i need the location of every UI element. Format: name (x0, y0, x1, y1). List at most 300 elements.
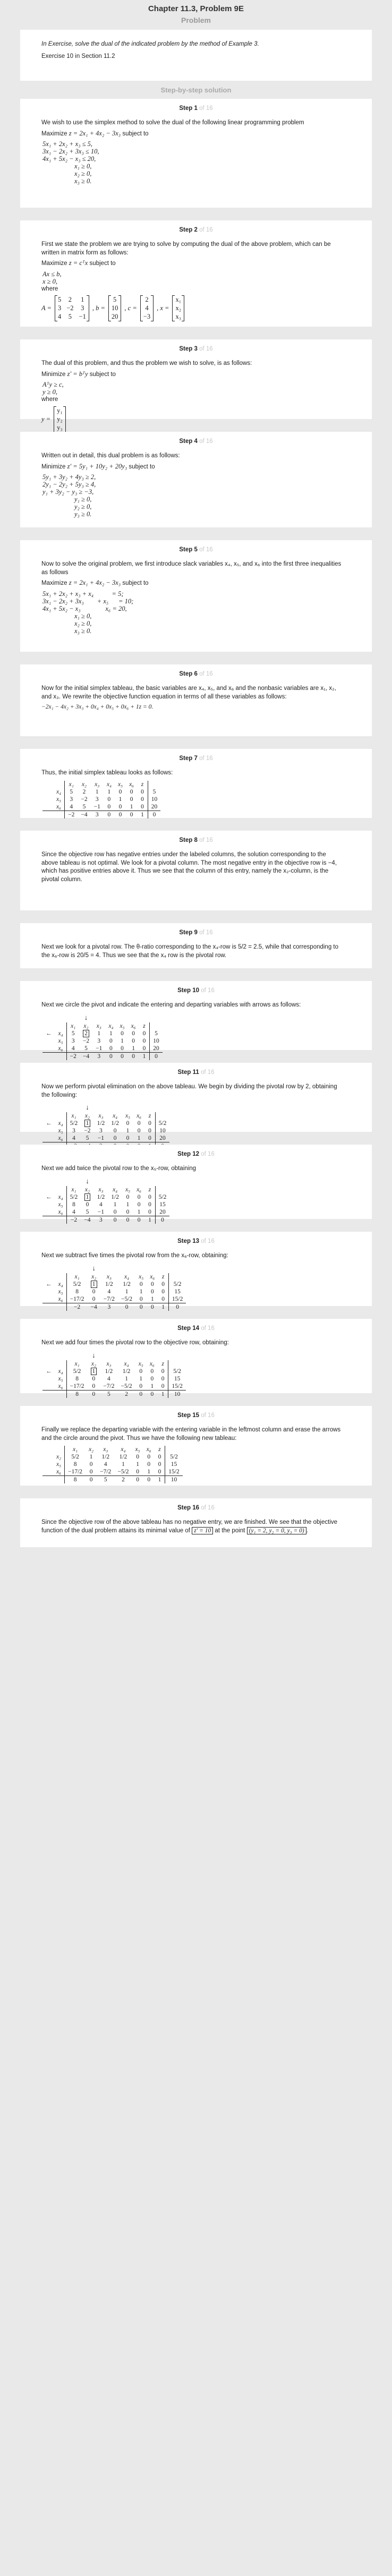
tableau-cell: −4 (78, 811, 90, 818)
step-label: Step 5 (179, 547, 198, 553)
tableau-col-header (155, 1186, 169, 1193)
objective-line (41, 463, 344, 472)
minimal-value: z′ = 10 (192, 1527, 213, 1534)
tableau-cell: 15 (168, 1375, 186, 1383)
tableau-cell: 1 (150, 1295, 154, 1302)
tableau-cell: 1 (158, 1303, 168, 1311)
tableau-cell: 1 (144, 1216, 155, 1224)
step-count: of 16 (201, 1238, 215, 1244)
tableau-col-header (168, 1360, 186, 1368)
tableau-row (42, 1208, 169, 1216)
tableau-col-header: x₅ (135, 1446, 140, 1453)
matrix-entry: 4 (57, 313, 62, 320)
objective-line (41, 130, 344, 139)
tableau-cell (80, 1030, 92, 1037)
tableau-cell: 0 (161, 1288, 165, 1295)
row-label (53, 1476, 65, 1484)
arrow-spacer (42, 1103, 55, 1112)
tableau-cell: 1/2 (97, 1120, 105, 1127)
arrow-spacer (42, 1052, 55, 1060)
row-label: x₆ (56, 1469, 62, 1475)
matrix-A (55, 295, 89, 321)
objective-row (42, 1390, 186, 1398)
tableau-cell: 5/2 (155, 1193, 169, 1201)
tableau-cell: 1 (89, 1454, 93, 1460)
where-label: where (41, 285, 58, 292)
step-label: Step 11 (177, 1069, 199, 1076)
step-text (41, 1519, 344, 1535)
tableau-col-header: x₁ (66, 1022, 80, 1030)
arrow-spacer (66, 1264, 87, 1273)
arrow-spacer (42, 1037, 55, 1045)
step-count: of 16 (201, 987, 215, 994)
tableau-cell: 5 (148, 788, 160, 796)
simplex-tableau (42, 1103, 169, 1150)
step-label: Step 14 (177, 1325, 200, 1332)
constraint: y ≥ 0, (42, 388, 58, 396)
tableau-cell: 1/2 (101, 1454, 110, 1460)
arrow-spacer (135, 1264, 147, 1273)
tableau-cell: 15 (168, 1288, 186, 1295)
matrix-entry: 5 (57, 296, 62, 303)
tableau-cell: −7/2 (103, 1383, 115, 1389)
tableau-cell: 1 (139, 1375, 143, 1382)
tableau-cell: 1 (132, 1045, 135, 1052)
step-heading (25, 671, 367, 677)
tableau-cell (81, 1193, 93, 1201)
step-heading (25, 1238, 367, 1244)
arrow-spacer (42, 1264, 55, 1273)
tableau-cell: 5 (66, 1030, 80, 1037)
arrow-spacer (66, 1013, 80, 1022)
tableau-cell: 5 (97, 1476, 114, 1484)
matrix-entry: 2 (68, 296, 72, 303)
arrow-spacer (42, 1112, 55, 1120)
tableau-cell: 5 (84, 1045, 88, 1052)
tableau (41, 1103, 367, 1150)
arrow-row (42, 1351, 186, 1360)
tableau-cell: −2 (66, 1052, 80, 1060)
step-count: of 16 (199, 105, 213, 112)
matrix-label: , x = (157, 304, 169, 312)
tableau-col-header: x₄ (108, 1022, 114, 1029)
tableau-row (42, 796, 160, 803)
step-count: of 16 (201, 1151, 215, 1157)
tableau-cell: 1 (137, 1135, 141, 1141)
tableau-cell: 1 (139, 1052, 150, 1060)
tableau-cell: 5/2 (165, 1453, 183, 1461)
objective-function: z′ = bᵀy (67, 370, 88, 378)
constraints (42, 140, 367, 185)
tableau-col-header: x₃ (106, 1360, 112, 1367)
tableau-cell: 0 (158, 1454, 161, 1460)
header-blank (55, 1022, 67, 1030)
tableau-cell: 15/2 (168, 1295, 186, 1303)
matrix-definitions (41, 295, 367, 321)
tableau-cell: 0 (161, 1383, 165, 1389)
tableau-row (42, 1193, 169, 1201)
matrix-entry: 1 (81, 296, 84, 303)
header-blank (55, 1112, 67, 1120)
tableau-row (42, 1045, 163, 1053)
objective-line (41, 370, 344, 379)
tableau-col-header: x₃ (95, 781, 100, 788)
step-label: Step 7 (179, 755, 198, 762)
arrow-spacer (144, 1103, 155, 1112)
tableau-col-header: x₂ (84, 1186, 90, 1193)
conclusion-text: at the point (215, 1527, 245, 1534)
arrow-spacer (122, 1103, 133, 1112)
row-label: x₄ (58, 1281, 63, 1287)
matrix-entry: 10 (111, 304, 118, 312)
tableau-cell: 0 (105, 1052, 116, 1060)
arrow-spacer (42, 1135, 55, 1142)
objective-row (42, 1216, 169, 1224)
tableau-cell: 1/2 (111, 1193, 119, 1200)
tableau-cell: 0 (104, 811, 115, 818)
tableau-cell: 0 (133, 1216, 144, 1224)
where-label: where (41, 396, 58, 403)
tableau-header (42, 1446, 183, 1453)
tableau-cell: 0 (113, 1208, 117, 1215)
tableau-cell: 0 (113, 1128, 117, 1134)
arrow-spacer (128, 1013, 139, 1022)
arrow-spacer (42, 1461, 53, 1468)
step-count: of 16 (199, 346, 213, 352)
tableau-cell: 1/2 (105, 1281, 113, 1287)
matrix-entry: 3 (81, 304, 84, 312)
arrow-spacer (108, 1103, 122, 1112)
tableau-cell: 3 (66, 1127, 81, 1135)
arrow-spacer (42, 1375, 55, 1383)
tableau-cell: 5 (100, 1390, 117, 1398)
step-card (20, 749, 372, 818)
tableau-cell: 0 (132, 1476, 143, 1484)
tableau-col-header: x₁ (66, 1273, 87, 1281)
tableau-cell: 0 (92, 1288, 96, 1295)
objective-row (42, 811, 160, 818)
row-label (55, 1052, 67, 1060)
tableau-cell: 0 (150, 1281, 154, 1287)
tableau-cell: 4 (107, 1375, 110, 1382)
step-label: Step 3 (179, 346, 198, 352)
constraint: 5y₁ + 3y₂ + 4y₃ ≥ 2, (42, 473, 96, 481)
tableau-row (42, 1037, 163, 1045)
departing-arrow: ← (46, 1030, 52, 1037)
tableau-col-header: x₃ (96, 1022, 101, 1029)
constraint: 4x₁ + 5x₂ − x₃ x₆ = 20, (42, 604, 127, 612)
tableau-cell: 0 (122, 1216, 133, 1224)
row-label: x₆ (58, 1208, 63, 1215)
tableau-cell: 5/2 (65, 1453, 86, 1461)
tableau-cell: 5/2 (66, 1120, 81, 1127)
matrix-label: , c = (124, 304, 137, 312)
departing-arrow: ← (46, 1193, 52, 1200)
tableau-row (42, 1368, 186, 1375)
row-label: x₄ (58, 1368, 63, 1375)
tableau-cell: 2 (82, 788, 86, 795)
objective-equation: −2x₁ − 4x₂ + 3x₃ + 0x₄ + 0x₅ + 0x₆ + 1z = 0. (41, 704, 154, 710)
entering-arrow: ↓ (92, 1351, 96, 1359)
matrix-entry: 20 (111, 313, 118, 320)
row-label: x₆ (58, 1295, 63, 1302)
tableau-cell: 0 (148, 1135, 151, 1141)
tableau-cell: −1 (97, 1208, 105, 1215)
row-label (55, 1303, 67, 1311)
row-label: x₆ (58, 1383, 63, 1389)
matrix-entry: y₁ (57, 406, 63, 414)
tableau-col-header: z (161, 1360, 164, 1367)
tableau-header (42, 1186, 169, 1193)
tableau-cell: 0 (148, 811, 160, 818)
arrow-spacer (42, 1468, 53, 1476)
step-heading (25, 1151, 367, 1157)
header-blank (55, 1273, 67, 1281)
arrow-spacer (42, 1351, 55, 1360)
tableau-col-header: x₂ (89, 1446, 94, 1453)
simplex-tableau (42, 1013, 163, 1060)
tableau-cell: −2 (66, 1216, 81, 1224)
tableau-cell: 0 (136, 1454, 139, 1460)
tableau-cell: 0 (89, 1461, 93, 1468)
pivot-cell: 1 (84, 1120, 91, 1127)
tableau-cell: 0 (148, 1201, 151, 1208)
arrow-spacer (122, 1176, 133, 1186)
tableau-cell: 0 (107, 803, 111, 810)
tableau-cell: 5/2 (66, 1281, 87, 1288)
tableau-col-header: x₁ (66, 1112, 81, 1120)
arrow-spacer (42, 1453, 53, 1461)
tableau-cell (81, 1120, 93, 1127)
tableau-row (42, 1468, 183, 1476)
tableau-cell: −17/2 (66, 1295, 87, 1303)
tableau-cell: 0 (135, 1390, 147, 1398)
step-text: First we state the problem we are trying to solve by computing the dual of the above problem, which can be written in matrix form as follows: (41, 241, 331, 256)
matrix-entry: x₂ (175, 304, 182, 312)
tableau-cell: 3 (65, 796, 78, 803)
objective-row (42, 1303, 186, 1311)
objective-lead: Maximize (41, 260, 67, 267)
tableau-col-header: x₅ (125, 1186, 131, 1193)
tableau-cell: 3 (99, 1128, 103, 1134)
arrow-spacer (42, 1022, 55, 1030)
tableau-row (42, 1295, 186, 1303)
entering-arrow: ↓ (84, 1013, 88, 1021)
tableau-row (42, 1281, 186, 1288)
constraint: x₃ ≥ 0. (74, 177, 92, 185)
tableau-header (42, 781, 160, 788)
matrix-entry: −2 (66, 304, 74, 312)
tableau (41, 1176, 367, 1224)
tableau-cell: 1 (158, 1390, 168, 1398)
constraint: x₂ ≥ 0, (74, 619, 92, 627)
vector-x (172, 295, 184, 321)
constraint: 4x₁ + 5x₂ − x₃ ≤ 20, (42, 155, 96, 163)
tableau-cell: 5/2 (155, 1120, 169, 1127)
objective-function: z = cᵀx (69, 259, 88, 267)
tableau-cell: 1 (126, 1128, 130, 1134)
conclusion-text: Since the objective row of the above tableau has no negative entry, we are finished. We see that the objective function of the dual problem attains its minimal value of (41, 1519, 338, 1534)
tableau-cell: 1 (130, 803, 133, 810)
tableau-cell: 0 (141, 796, 144, 803)
step-heading (25, 987, 367, 994)
tableau-col-header: x₁ (65, 781, 78, 788)
arrow-spacer (147, 1351, 158, 1360)
step-heading (25, 105, 367, 112)
header-blank (53, 781, 65, 788)
step-count: of 16 (199, 671, 213, 677)
vector-definition (41, 406, 367, 432)
tableau-cell: 0 (118, 1303, 135, 1311)
step-card (20, 1498, 372, 1547)
tableau-cell: 4 (104, 1461, 107, 1468)
step-heading (25, 1412, 367, 1419)
tableau-cell: 0 (89, 1469, 93, 1475)
step-count: of 16 (201, 1325, 215, 1332)
arrow-spacer (42, 1390, 55, 1398)
tableau-col-header: x₄ (113, 1186, 118, 1193)
step-text: Next we add four times the pivotal row to the objective row, obtaining: (41, 1340, 229, 1346)
arrow-row (42, 1013, 163, 1022)
step-heading (25, 929, 367, 936)
tableau-cell: 0 (137, 1201, 141, 1208)
step-text: Next we circle the pivot and indicate the entering and departing variables with arrows as follows: (41, 1002, 301, 1008)
step-card (20, 220, 372, 327)
tableau-col-header: x₂ (91, 1360, 96, 1367)
step-card (20, 540, 372, 652)
tableau-cell: 0 (135, 1303, 147, 1311)
tableau-cell: −5/2 (121, 1383, 132, 1389)
matrix-entry: 2 (145, 296, 149, 303)
row-label: x₆ (58, 1135, 63, 1141)
tableau-cell: −4 (81, 1216, 93, 1224)
arrow-spacer (42, 796, 53, 803)
row-label (55, 1390, 67, 1398)
vector-b (108, 295, 122, 321)
arrow-spacer (55, 1176, 67, 1186)
tableau-cell: 0 (161, 1295, 165, 1302)
tableau-col-header: x₅ (117, 781, 123, 788)
arrow-spacer (42, 1288, 55, 1295)
tableau-cell: 0 (126, 811, 137, 818)
tableau-col-header: x₁ (65, 1446, 86, 1453)
tableau-cell: 5 (150, 1030, 163, 1037)
matrix-entry: 3 (57, 304, 62, 312)
tableau-col-header: x₄ (113, 1113, 118, 1119)
constraint: Ax ≤ b, (42, 270, 62, 278)
objective-line (41, 259, 344, 268)
step-card (20, 923, 372, 968)
arrow-row (42, 1103, 169, 1112)
objective-row (42, 1476, 183, 1484)
tableau-col-header: z (158, 1446, 161, 1453)
step-count: of 16 (199, 227, 213, 233)
tableau-cell: 0 (161, 1368, 165, 1375)
arrow-spacer (42, 1013, 55, 1022)
tableau-cell: 0 (147, 1454, 151, 1460)
tableau-cell: 0 (148, 1120, 151, 1127)
row-label (55, 1216, 67, 1224)
step-card (20, 664, 372, 736)
arrow-spacer (116, 1013, 127, 1022)
tableau-header (42, 1022, 163, 1030)
tableau-cell: 0 (116, 1052, 127, 1060)
arrow-spacer (42, 811, 53, 818)
tableau-cell: 15/2 (168, 1383, 186, 1391)
tableau-cell: 10 (155, 1127, 169, 1135)
entering-arrow: ↓ (92, 1264, 96, 1272)
arrow-spacer (94, 1176, 108, 1186)
tableau-cell (88, 1281, 100, 1288)
tableau-cell: 10 (168, 1390, 186, 1398)
tableau-cell: 3 (66, 1037, 80, 1045)
tableau-col-header: x₆ (150, 1273, 155, 1280)
tableau-col-header: x₆ (149, 1360, 155, 1367)
row-label: x₅ (58, 1375, 63, 1382)
tableau-cell: 4 (66, 1045, 80, 1053)
subject-to: subject to (89, 260, 116, 267)
tableau-row (42, 1135, 169, 1142)
constraint: x₁ ≥ 0, (74, 612, 92, 620)
arrow-spacer (147, 1264, 158, 1273)
arrow-spacer (42, 788, 53, 796)
tableau-cell: 1/2 (123, 1281, 131, 1287)
tableau-col-header (155, 1112, 169, 1120)
constraints (42, 590, 367, 635)
tableau-cell: 3 (95, 796, 99, 803)
tableau-cell: 1 (137, 1208, 141, 1215)
tableau-cell: 1 (113, 1201, 117, 1208)
tableau-col-header: x₃ (106, 1273, 112, 1280)
step-heading (25, 438, 367, 445)
tableau-cell: 0 (150, 1052, 163, 1060)
step-label: Step 4 (179, 438, 198, 445)
tableau-cell: 0 (137, 1128, 141, 1134)
objective-lead: Minimize (41, 371, 66, 378)
tableau-col-header: x₃ (98, 1186, 104, 1193)
tableau-cell: 1/2 (97, 1193, 105, 1200)
tableau-cell: 8 (66, 1288, 87, 1295)
objective-line (41, 579, 344, 588)
objective-function: z′ = 5y₁ + 10y₂ + 20y₃ (67, 462, 127, 470)
tableau-col-header: x₃ (98, 1113, 104, 1119)
tableau-cell: 5 (65, 788, 78, 796)
arrow-spacer (55, 1264, 67, 1273)
step-heading (25, 346, 367, 352)
constraint: y₁ ≥ 0, (74, 496, 92, 503)
tableau-cell: 0 (142, 1030, 146, 1037)
step-card (20, 1232, 372, 1310)
entering-arrow: ↓ (86, 1103, 89, 1111)
matrix-entry: 5 (68, 313, 72, 320)
tableau-cell: 0 (137, 1193, 141, 1200)
step-label: Step 1 (179, 105, 198, 112)
arrow-spacer (135, 1351, 147, 1360)
tableau-cell: 0 (130, 788, 133, 795)
tableau-cell: 10 (148, 796, 160, 803)
step-text: The dual of this problem, and thus the problem we wish to solve, is as follows: (41, 360, 252, 366)
tableau-cell: 5/2 (168, 1368, 186, 1375)
tableau-cell: −2 (84, 1128, 91, 1134)
tableau-cell: 0 (147, 1461, 151, 1468)
tableau-cell: 1 (155, 1476, 165, 1484)
step-count: of 16 (199, 547, 213, 553)
tableau-cell: 1/2 (119, 1454, 127, 1460)
matrix-entry: y₃ (57, 423, 63, 431)
objective-function: z = 2x₁ + 4x₂ − 3x₃ (69, 579, 121, 586)
tableau-cell: 0 (126, 1120, 130, 1127)
tableau-cell: 10 (165, 1476, 183, 1484)
